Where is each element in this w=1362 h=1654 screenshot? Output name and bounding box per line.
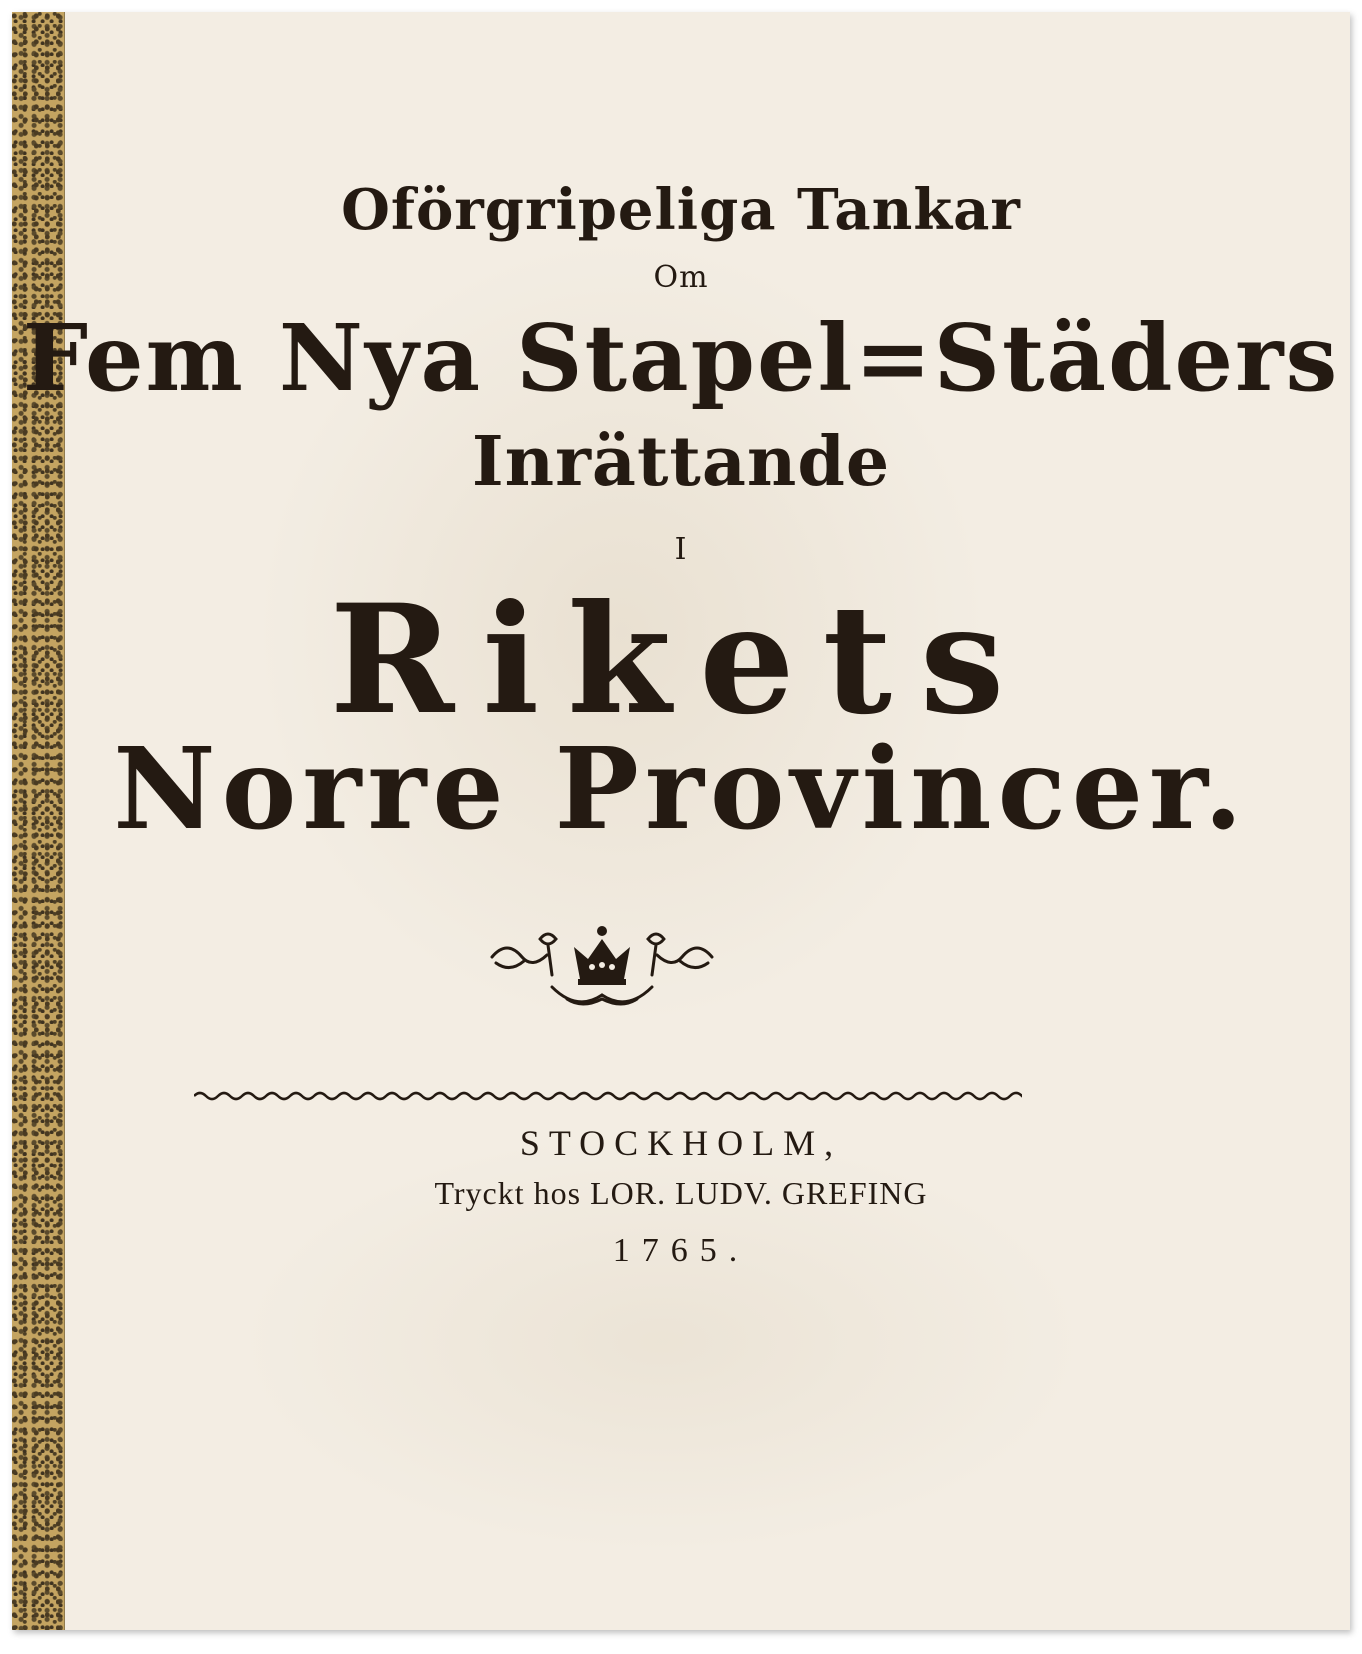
imprint-year: 1765. [612, 1232, 750, 1269]
title-line-5: I [674, 532, 688, 567]
title-line-1: Oförgripeliga Tankar [341, 177, 1021, 243]
title-line-7: Norre Provincer. [113, 724, 1249, 855]
title-line-2: Om [653, 260, 709, 295]
imprint-city: STOCKHOLM, [519, 1123, 843, 1163]
title-line-4: Inrättande [471, 422, 891, 502]
title-line-6: Rikets [329, 572, 1033, 748]
wavy-rule-divider [194, 1090, 1022, 1102]
title-page [12, 12, 1350, 1630]
crown-ornament-icon [482, 917, 722, 1022]
imprint-printer: Tryckt hos LOR. LUDV. GREFING [434, 1175, 928, 1211]
title-line-3: Fem Nya Stapel=Städers [22, 304, 1340, 412]
